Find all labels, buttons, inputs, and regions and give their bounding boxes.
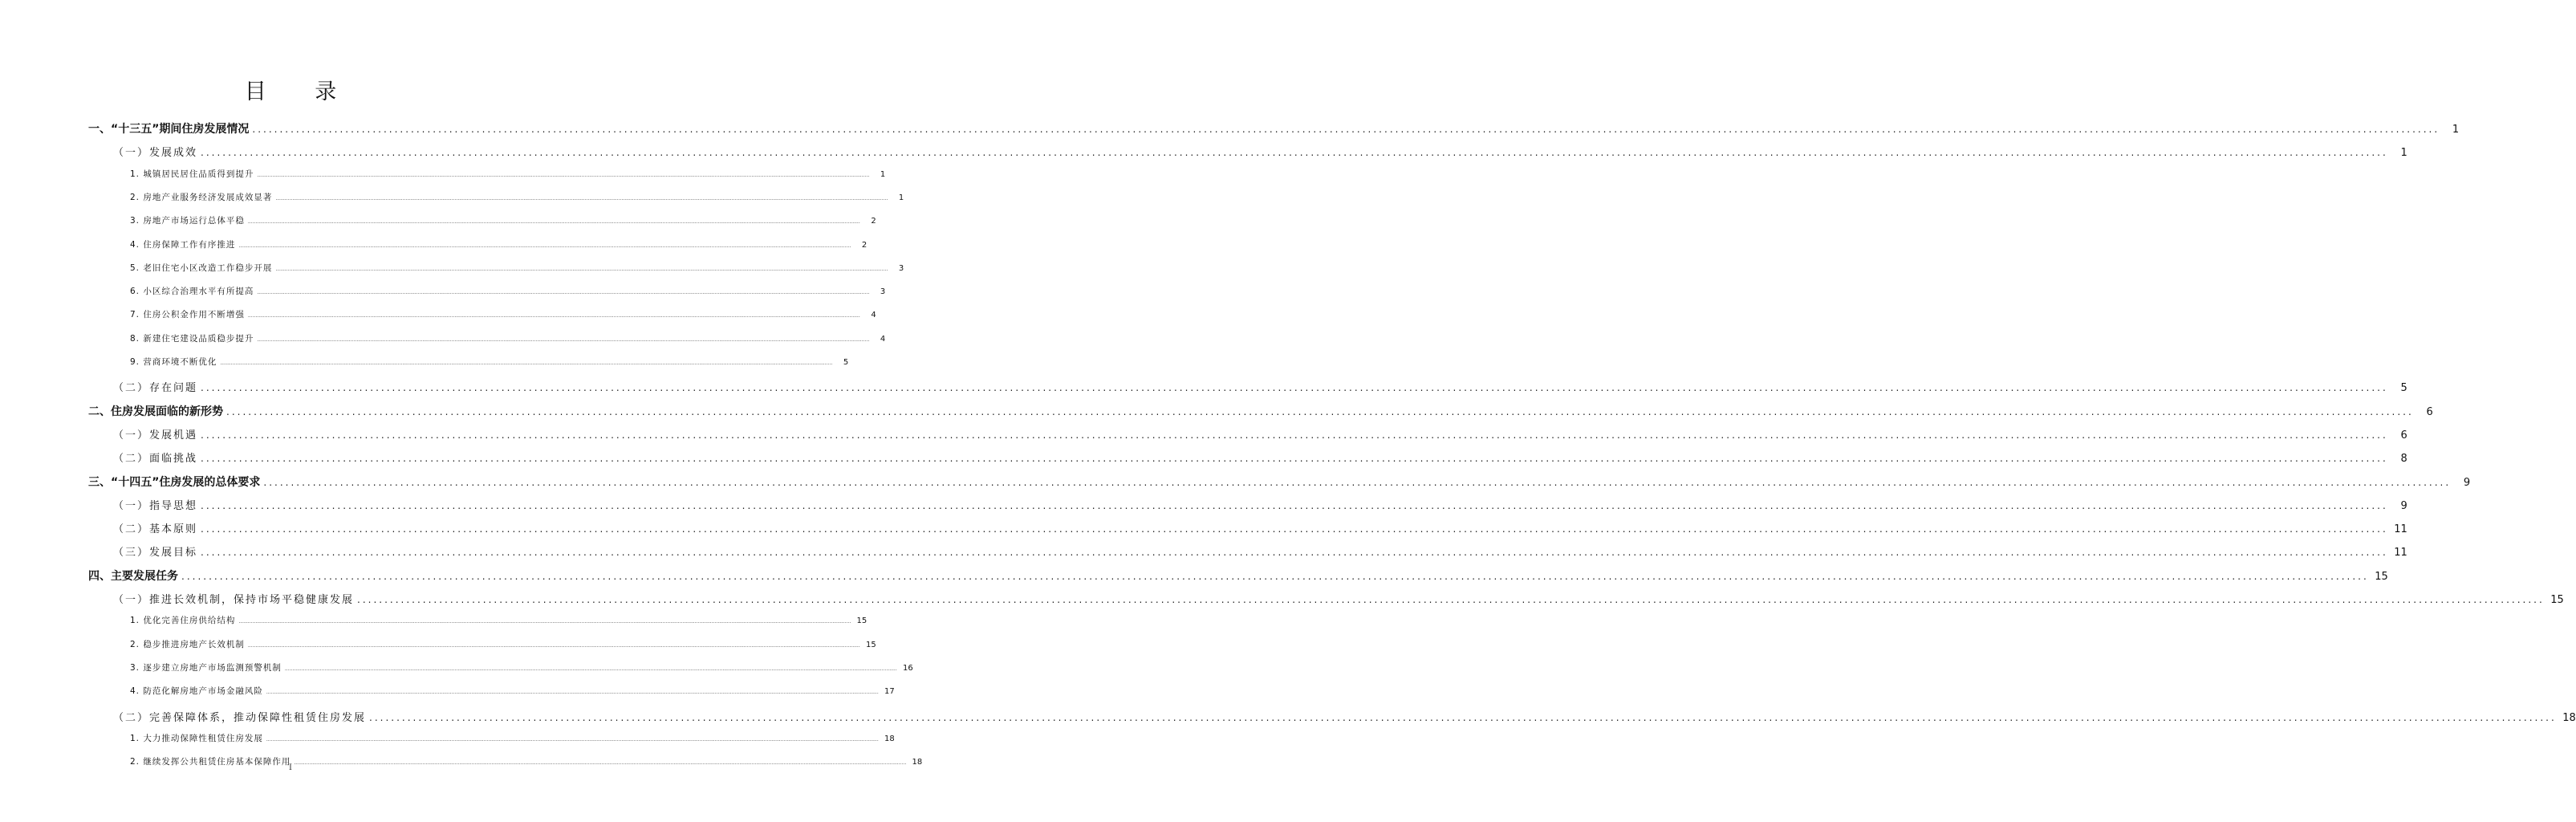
toc-entry-level-3 xyxy=(130,238,867,250)
dot-leader: ................................................................................................................................................................................................................................................................................................................................................................................................................ xyxy=(266,736,879,743)
dot-leader: ................................................................................................................................................................................................................................................................................................................................................................................................................ xyxy=(247,219,860,226)
toc-entry-level-2 xyxy=(113,543,2407,560)
dot-leader: ................................................................................................................................................................................................................................................................................................................................................................................................................ xyxy=(181,570,2369,582)
toc-entry-label: （三）发展目标 xyxy=(113,547,198,560)
toc-entry-level-2 xyxy=(113,426,2407,442)
toc-entry-page-number: 11 xyxy=(2394,523,2407,536)
dot-leader: ................................................................................................................................................................................................................................................................................................................................................................................................................ xyxy=(284,665,897,672)
toc-entry-label: 1. 优化完善住房供给结构 xyxy=(130,616,236,626)
toc-entry-label: 一、“十三五”期间住房发展情况 xyxy=(88,123,250,136)
toc-entry-page-number: 5 xyxy=(2400,382,2407,395)
toc-entry-label: 1. 城镇居民居住品质得到提升 xyxy=(130,169,254,179)
dot-leader: ................................................................................................................................................................................................................................................................................................................................................................................................................ xyxy=(266,690,879,696)
toc-entry-page-number: 6 xyxy=(2426,405,2433,418)
toc-entry-level-3 xyxy=(130,168,886,180)
toc-entry-page-number: 15 xyxy=(2375,570,2388,583)
toc-entry-page-number: 18 xyxy=(2562,711,2576,724)
toc-entry-level-2 xyxy=(113,450,2407,466)
toc-entry-level-2 xyxy=(113,709,2576,724)
dot-leader: ................................................................................................................................................................................................................................................................................................................................................................................................................ xyxy=(263,476,2452,488)
toc-entry-level-2 xyxy=(113,379,2407,395)
dot-leader: ................................................................................................................................................................................................................................................................................................................................................................................................................ xyxy=(247,642,860,649)
dot-leader: ................................................................................................................................................................................................................................................................................................................................................................................................................ xyxy=(257,172,870,178)
toc-entry-level-3 xyxy=(130,191,904,203)
toc-entry-level-1 xyxy=(88,120,2460,136)
toc-entry-page-number: 2 xyxy=(861,240,867,250)
dot-leader: ................................................................................................................................................................................................................................................................................................................................................................................................................ xyxy=(220,360,833,366)
toc-entry-level-1 xyxy=(88,403,2433,419)
dot-leader: ................................................................................................................................................................................................................................................................................................................................................................................................................ xyxy=(201,429,2388,441)
toc-entry-page-number: 5 xyxy=(843,358,849,367)
toc-entry-label: 1. 大力推动保障性租赁住房发展 xyxy=(130,733,263,743)
toc-entry-page-number: 1 xyxy=(880,169,886,179)
toc-entry-level-3 xyxy=(130,732,895,744)
toc-entry-page-number: 15 xyxy=(856,616,867,626)
toc-entry-page-number: 3 xyxy=(880,287,886,297)
toc-entry-level-3 xyxy=(130,661,913,673)
toc-entry-label: 三、“十四五”住房发展的总体要求 xyxy=(88,475,261,489)
toc-entry-level-2 xyxy=(113,497,2407,512)
toc-entry-level-3 xyxy=(130,638,876,650)
toc-entry-label: 7. 住房公积金作用不断增强 xyxy=(130,310,245,320)
toc-entry-label: 5. 老旧住宅小区改造工作稳步开展 xyxy=(130,262,273,273)
dot-leader: ................................................................................................................................................................................................................................................................................................................................................................................................................ xyxy=(275,266,888,272)
toc-entry-label: 9. 营商环境不断优化 xyxy=(130,357,217,367)
toc-entry-level-3 xyxy=(130,332,886,344)
toc-entry-page-number: 15 xyxy=(866,640,876,649)
dot-leader: ................................................................................................................................................................................................................................................................................................................................................................................................................ xyxy=(247,313,860,319)
toc-entry-page-number: 16 xyxy=(903,663,913,673)
dot-leader: ................................................................................................................................................................................................................................................................................................................................................................................................................ xyxy=(201,453,2388,465)
toc-entry-level-3 xyxy=(130,285,886,297)
toc-entry-label: （二）基本原则 xyxy=(113,523,198,536)
toc-entry-label: 二、住房发展面临的新形势 xyxy=(88,405,223,418)
toc-entry-label: 3. 房地产市场运行总体平稳 xyxy=(130,216,245,226)
dot-leader: ................................................................................................................................................................................................................................................................................................................................................................................................................ xyxy=(201,147,2388,159)
toc-entry-level-1 xyxy=(88,568,2388,584)
toc-entry-level-1 xyxy=(88,474,2471,490)
toc-entry-label: 4. 住房保障工作有序推进 xyxy=(130,239,236,250)
toc-entry-page-number: 6 xyxy=(2400,429,2407,442)
toc-entry-level-2 xyxy=(113,520,2407,536)
toc-entry-label: 6. 小区综合治理水平有所提高 xyxy=(130,287,254,297)
dot-leader: ................................................................................................................................................................................................................................................................................................................................................................................................................ xyxy=(226,405,2414,417)
dot-leader: ................................................................................................................................................................................................................................................................................................................................................................................................................ xyxy=(201,547,2388,559)
toc-entry-label: （二）面临挑战 xyxy=(113,453,198,466)
toc-entry-label: （一）指导思想 xyxy=(113,499,198,512)
dot-leader: ................................................................................................................................................................................................................................................................................................................................................................................................................ xyxy=(201,382,2388,394)
toc-entry-label: 3. 逐步建立房地产市场监测预警机制 xyxy=(130,662,282,673)
toc-entry-level-3 xyxy=(130,262,904,274)
toc-entry-label: 4. 防范化解房地产市场金融风险 xyxy=(130,686,263,697)
toc-entry-level-3 xyxy=(130,685,895,697)
dot-leader: ................................................................................................................................................................................................................................................................................................................................................................................................................ xyxy=(257,336,870,343)
toc-entry-page-number: 18 xyxy=(912,758,923,767)
toc-entry-label: 2. 继续发挥公共租赁住房基本保障作用 xyxy=(130,757,291,767)
dot-leader: ................................................................................................................................................................................................................................................................................................................................................................................................................ xyxy=(357,594,2545,605)
toc-entry-label: （二）完善保障体系，推动保障性租赁住房发展 xyxy=(113,711,367,724)
toc-entry-label: （一）发展机遇 xyxy=(113,429,198,442)
toc-entry-page-number: 11 xyxy=(2394,547,2407,560)
toc-entry-page-number: 1 xyxy=(898,193,904,202)
toc-entry-label: 2. 稳步推进房地产长效机制 xyxy=(130,639,245,649)
toc-entry-label: 2. 房地产业服务经济发展成效显著 xyxy=(130,192,273,202)
toc-entry-level-3 xyxy=(130,356,849,368)
toc-entry-page-number: 15 xyxy=(2550,594,2564,606)
toc-entry-label: 四、主要发展任务 xyxy=(88,569,178,583)
dot-leader: ................................................................................................................................................................................................................................................................................................................................................................................................................ xyxy=(201,499,2388,511)
toc-entry-label: （一）推进长效机制，保持市场平稳健康发展 xyxy=(113,594,355,606)
toc-entry-page-number: 9 xyxy=(2400,499,2407,512)
toc-entry-level-3 xyxy=(130,214,876,226)
toc-entry-label: （一）发展成效 xyxy=(113,147,198,160)
toc-entry-page-number: 1 xyxy=(2452,124,2460,136)
dot-leader: ................................................................................................................................................................................................................................................................................................................................................................................................................ xyxy=(275,195,888,201)
toc-entry-level-3 xyxy=(130,308,876,320)
toc-entry-level-2 xyxy=(113,144,2407,160)
dot-leader: ................................................................................................................................................................................................................................................................................................................................................................................................................ xyxy=(252,124,2440,135)
dot-leader: ................................................................................................................................................................................................................................................................................................................................................................................................................ xyxy=(369,711,2557,723)
dot-leader: ................................................................................................................................................................................................................................................................................................................................................................................................................ xyxy=(294,760,907,767)
dot-leader: ................................................................................................................................................................................................................................................................................................................................................................................................................ xyxy=(201,523,2388,535)
toc-entry-page-number: 17 xyxy=(884,687,895,697)
toc-entry-page-number: 3 xyxy=(898,263,904,273)
toc-entry-level-3 xyxy=(130,614,867,626)
toc-entry-page-number: 4 xyxy=(871,311,876,320)
toc-entry-label: 8. 新建住宅建设品质稳步提升 xyxy=(130,333,254,344)
toc-entry-level-2 xyxy=(113,591,2564,606)
toc-entry-page-number: 4 xyxy=(880,334,886,344)
page-number-footer: I xyxy=(289,763,292,772)
page-title: 目 录 xyxy=(244,79,358,104)
toc-entry-page-number: 9 xyxy=(2463,476,2471,489)
dot-leader: ................................................................................................................................................................................................................................................................................................................................................................................................................ xyxy=(257,290,870,296)
toc-entry-page-number: 1 xyxy=(2400,147,2407,160)
toc-entry-page-number: 18 xyxy=(884,734,895,743)
dot-leader: ................................................................................................................................................................................................................................................................................................................................................................................................................ xyxy=(238,619,851,625)
dot-leader: ................................................................................................................................................................................................................................................................................................................................................................................................................ xyxy=(238,242,851,249)
toc-entry-page-number: 2 xyxy=(871,217,876,226)
toc-entry-page-number: 8 xyxy=(2400,453,2407,466)
toc-entry-label: （二）存在问题 xyxy=(113,382,198,395)
